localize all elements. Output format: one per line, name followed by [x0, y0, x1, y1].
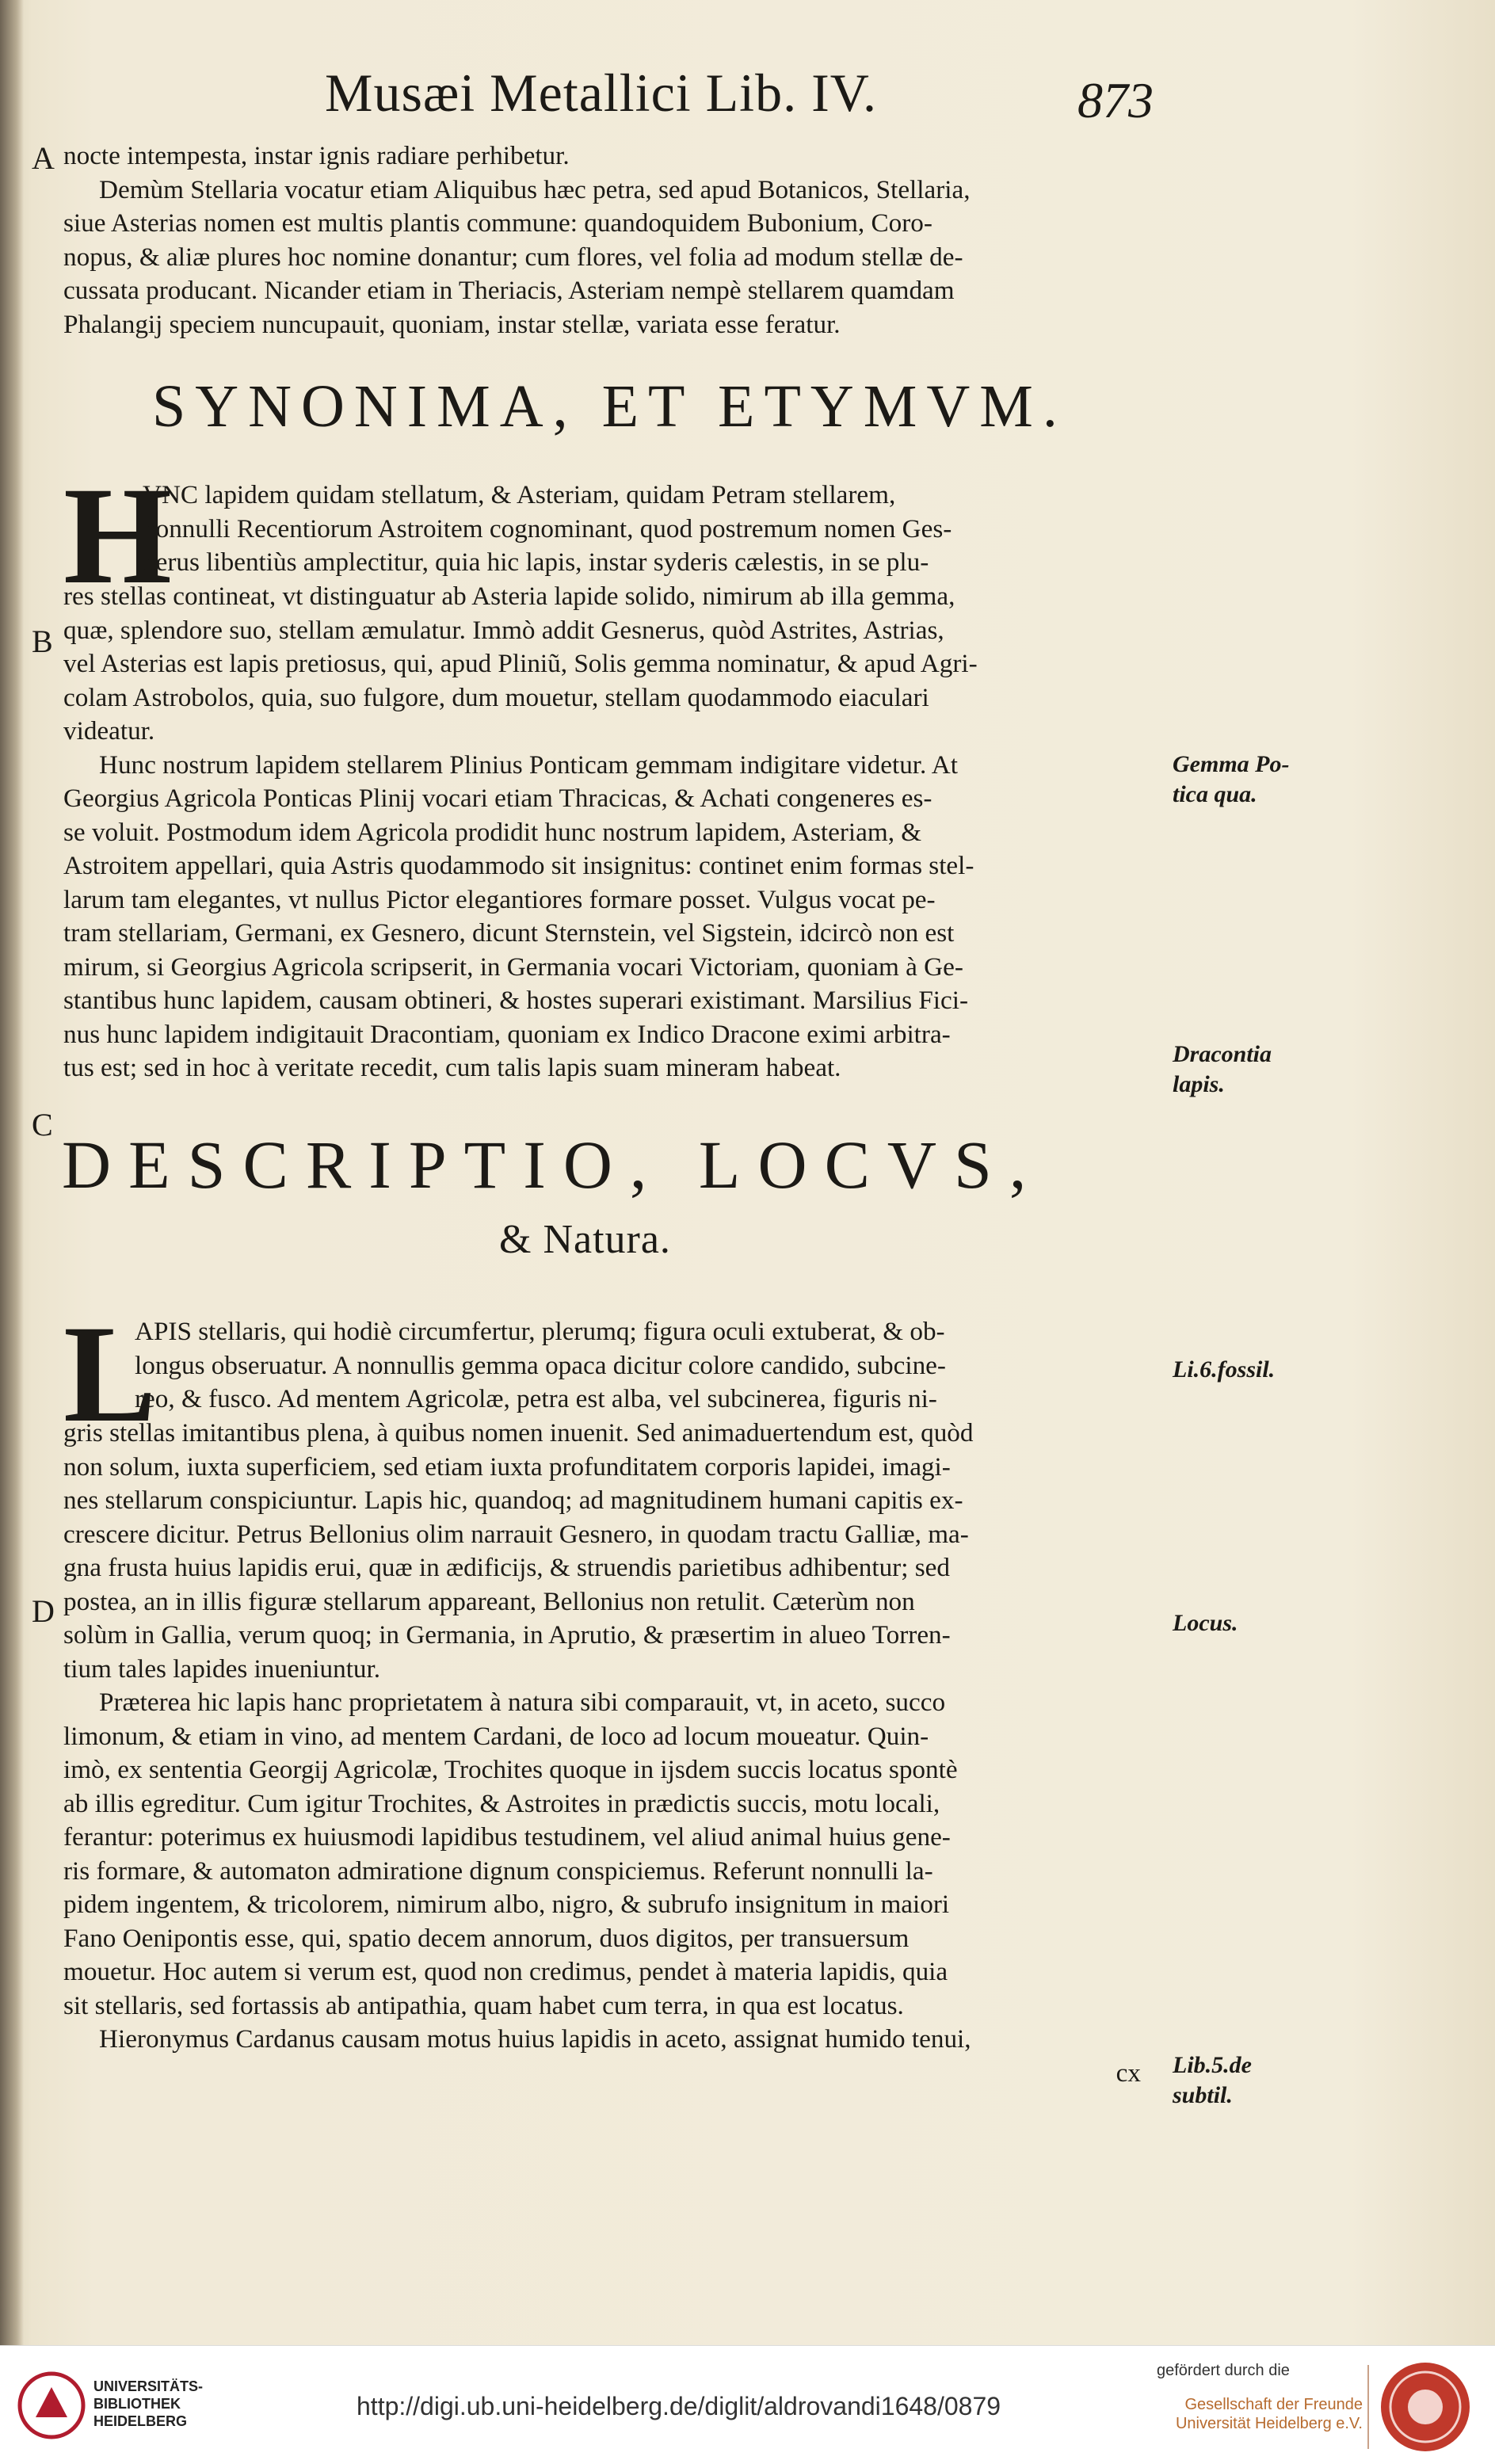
running-title: Musæi Metallici Lib. IV.	[325, 63, 878, 123]
text-line: Phalangij speciem nuncupauit, quoniam, instar stellæ, variata esse feratur.	[63, 309, 841, 339]
text-line: nes stellarum conspiciuntur. Lapis hic, quandoq; ad magnitudinem humani capitis ex-	[63, 1486, 963, 1515]
section-heading-descriptio: DESCRIPTIO, LOCVS,	[62, 1127, 1044, 1203]
text-line: se voluit. Postmodum idem Agricola prodidit hunc nostrum lapidem, Asteriam, &	[63, 817, 922, 847]
margin-note-line: Lib.5.de	[1173, 2052, 1252, 2078]
drop-cap-h: H	[63, 459, 172, 613]
library-name-line: UNIVERSITÄTS-	[93, 2378, 204, 2394]
text-line: videatur.	[63, 716, 155, 746]
text-line: ferantur: poterimus ex huiusmodi lapidibus testudinem, vel aliud animal huius gene-	[63, 1822, 951, 1852]
text-line: Hunc nostrum lapidem stellarem Plinius Ponticam gemmam indigitare videtur. At	[99, 749, 958, 780]
margin-note-fossil: Li.6.fossil.	[1173, 1356, 1276, 1383]
text-line: stantibus hunc lapidem, causam obtineri, & hostes superari existimant. Marsilius Fici-	[63, 986, 969, 1015]
text-line: pidem ingentem, & tricolorem, nimirum albo, nigro, & subrufo insignitum in maiori	[63, 1890, 950, 1919]
margin-note-gemma	[1173, 749, 1289, 810]
margin-note-line: Dracontia	[1173, 1041, 1272, 1067]
text-line: non solum, iuxta superficiem, sed etiam iuxta profunditatem corporis lapidei, imagi-	[63, 1451, 951, 1482]
margin-note-line: lapis.	[1173, 1071, 1225, 1097]
margin-note-line: tica qua.	[1173, 781, 1257, 807]
text-line: vel Asterias est lapis pretiosus, qui, apud Pliniũ, Solis gemma nominatur, & apud Agri-	[63, 649, 978, 678]
folio-number: 873	[1077, 72, 1154, 128]
text-line: nerus libentiùs amplectitur, quia hic lapis, instar syderis cælestis, in se plu-	[143, 547, 929, 577]
text-line: Georgius Agricola Ponticas Plinij vocari etiam Thracicas, & Achati congeneres es-	[63, 784, 932, 813]
text-line: larum tam elegantes, vt nullus Pictor elegantiores formare posset. Vulgus vocat pe-	[63, 884, 936, 914]
text-line: longus obseruatur. A nonnullis gemma opaca dicitur colore candido, subcine-	[135, 1350, 946, 1380]
margin-note-dracontia	[1173, 1039, 1272, 1100]
section1-body	[63, 580, 1157, 1085]
text-line: colam Astrobolos, quia, suo fulgore, dum mouetur, stellam quodammodo eiaculari	[63, 682, 929, 712]
margin-note-subtil	[1173, 2050, 1252, 2111]
society-name-line: Gesellschaft der Freunde	[1184, 2396, 1363, 2413]
page-header	[0, 62, 1495, 133]
text-line: solùm in Gallia, verum quoq; in Germania, in Aprutio, & præsertim in alueo Torren-	[63, 1620, 951, 1650]
text-line: Astroitem appellari, quia Astris quodammodo sit insignitus: continet enim formas stel-	[63, 851, 974, 880]
book-binding-shadow	[0, 0, 24, 2345]
text-line: imò, ex sententia Georgij Agricolæ, Trochites quoque in ijsdem succis locatus spontè	[63, 1755, 958, 1784]
text-line: tram stellariam, Germani, ex Gesnero, dicunt Sternstein, vel Sigstein, idcircò non est	[63, 918, 955, 948]
society-name-line: Universität Heidelberg e.V.	[1175, 2415, 1363, 2432]
library-name-line: HEIDELBERG	[93, 2413, 188, 2429]
margin-note-locus: Locus.	[1173, 1610, 1238, 1636]
drop-cap-l: L	[63, 1297, 157, 1451]
text-line: APIS stellaris, qui hodiè circumfertur, plerumq; figura oculi extuberat, & ob-	[135, 1317, 945, 1346]
text-line: tus est; sed in hoc à veritate recedit, cum talis lapis suam mineram habeat.	[63, 1053, 841, 1082]
university-seal-icon	[1377, 2359, 1474, 2455]
text-line: mouetur. Hoc autem si verum est, quod non credimus, pendet à materia lapidis, quia	[63, 1957, 948, 1986]
text-line: Hieronymus Cardanus causam motus huius lapidis in aceto, assignat humido tenui,	[99, 2024, 971, 2054]
library-name-line: BIBLIOTHEK	[93, 2396, 181, 2412]
text-line: siue Asterias nomen est multis plantis commune: quandoquidem Bubonium, Coro-	[63, 208, 932, 238]
margin-letter-c: C	[32, 1107, 53, 1142]
margin-letter-a: A	[32, 140, 55, 176]
footer-divider	[1367, 2365, 1369, 2449]
text-line: ab illis egreditur. Cum igitur Trochites, & Astroites in prædictis succis, motu locali,	[63, 1788, 940, 1818]
section2-cap-lines	[135, 1315, 1157, 1417]
section-heading-synonima: SYNONIMA, ET ETYMVM.	[152, 373, 1067, 440]
text-line: nus hunc lapidem indigitauit Dracontiam, quoniam ex Indico Dracone eximi arbitra-	[63, 1019, 951, 1049]
text-line: nonnulli Recentiorum Astroitem cognominant, quod postremum nomen Ges-	[143, 513, 952, 544]
margin-note-line: Gemma Po-	[1173, 751, 1290, 777]
section1-cap-lines	[143, 479, 1157, 580]
text-line: nopus, & aliæ plures hoc nomine donantur; cum flores, vel folia ad modum stellæ de-	[63, 242, 963, 272]
text-line: quæ, splendore suo, stellam æmulatur. Immò addit Gesnerus, quòd Astrites, Astrias,	[63, 615, 944, 645]
intro-paragraph	[63, 139, 1157, 341]
library-logo-icon	[16, 2370, 87, 2441]
text-line: Demùm Stellaria vocatur etiam Aliquibus hæc petra, sed apud Botanicos, Stellaria,	[99, 174, 971, 204]
section2-body	[63, 1417, 1157, 2090]
text-line: limonum, & etiam in vino, ad mentem Cardani, de loco ad locum moueatur. Quin-	[63, 1721, 929, 1751]
margin-letter-d: D	[32, 1593, 55, 1629]
text-line: gna frusta huius lapidis erui, quæ in ædificijs, & struendis parietibus adhibentur; sed	[63, 1553, 950, 1582]
catchword: cx	[1116, 2058, 1141, 2088]
funded-by-text: gefördert durch die	[1157, 2362, 1290, 2379]
margin-note-line: subtil.	[1173, 2082, 1233, 2108]
margin-letter-b: B	[32, 624, 53, 659]
text-line: sit stellaris, sed fortassis ab antipathia, quam habet cum terra, in qua est locatus.	[63, 1990, 904, 2020]
text-line: VNC lapidem quidam stellatum, & Asteriam, quidam Petram stellarem,	[143, 480, 896, 509]
text-line: res stellas contineat, vt distinguatur ab Asteria lapide solido, nimirum ab illa gemma,	[63, 582, 955, 611]
text-line: noctе intempesta, instar ignis radiare perhibetur.	[63, 141, 570, 170]
text-line: tium tales lapides inueniuntur.	[63, 1653, 381, 1684]
text-line: gris stellas imitantibus plena, à quibus nomen inuenit. Sed animaduertendum est, quòd	[63, 1418, 974, 1448]
text-line: postea, an in illis figuræ stellarum appareant, Bellonius non retulit. Cæterùm non	[63, 1586, 915, 1616]
library-name	[93, 2378, 203, 2430]
society-name	[1165, 2395, 1363, 2433]
text-line: crescere dicitur. Petrus Bellonius olim narrauit Gesnero, in quodam tractu Galliæ, ma-	[63, 1519, 969, 1549]
text-line: cussata producant. Nicander etiam in Theriacis, Asteriam nempè stellarem quamdam	[63, 276, 955, 305]
text-line: Fano Oenipontis esse, qui, spatio decem annorum, duos digitos, per transuersum	[63, 1923, 910, 1953]
section-subheading-natura: & Natura.	[499, 1217, 671, 1262]
text-line: mirum, si Georgius Agricola scripserit, in Germania vocari Victoriam, quoniam à Ge-	[63, 952, 963, 982]
text-line: ris formare, & automaton admiratione dignum conspiciemus. Referunt nonnulli la-	[63, 1856, 933, 1886]
permalink-url[interactable]: http://digi.ub.uni-heidelberg.de/diglit/aldrovandi1648/0879	[357, 2392, 1001, 2420]
viewer-footer	[0, 2345, 1495, 2464]
text-line: reo, & fusco. Ad mentem Agricolæ, petra est alba, vel subcinerea, figuris ni-	[135, 1384, 937, 1413]
text-line: Præterea hic lapis hanc proprietatem à natura sibi comparauit, vt, in aceto, succo	[99, 1688, 946, 1717]
